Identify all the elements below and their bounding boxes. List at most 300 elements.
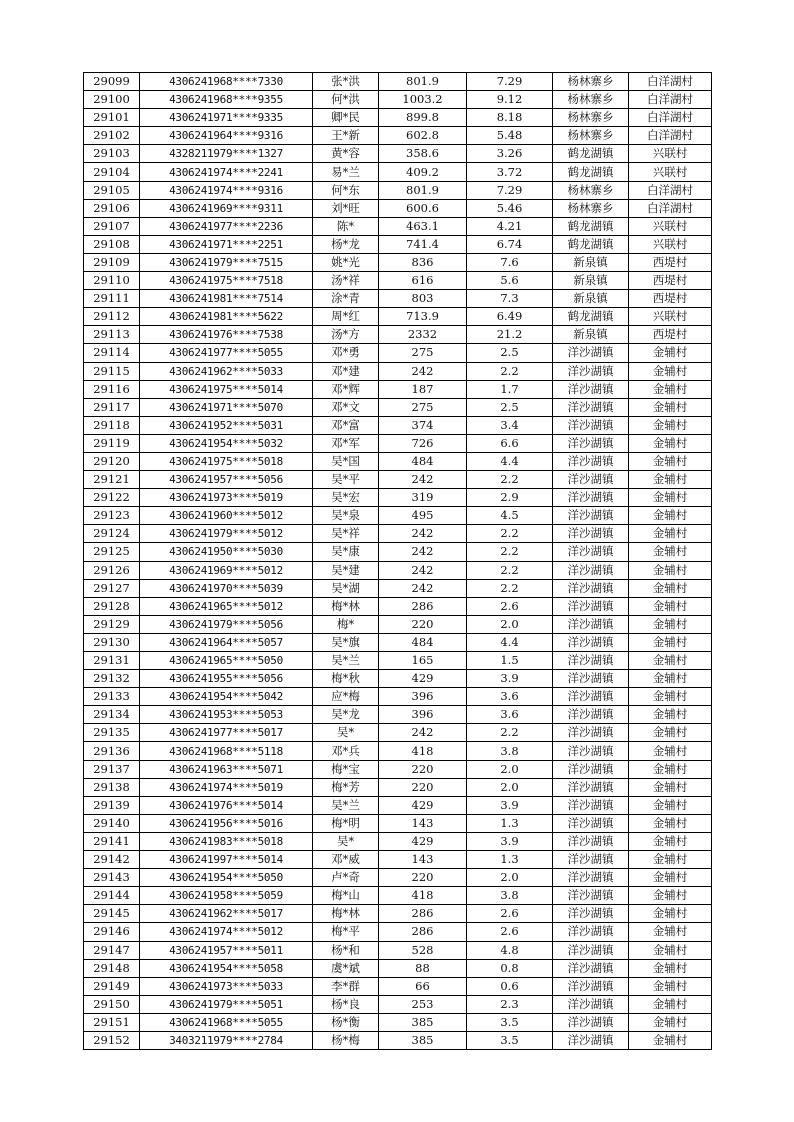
amount-cell: 66 [379,977,467,995]
village-cell: 金辅村 [629,597,712,615]
person-name-cell: 梅* [313,615,379,633]
row-number-cell: 29115 [84,362,140,380]
amount-cell: 286 [379,597,467,615]
person-name-cell: 邓*辉 [313,380,379,398]
quantity-cell: 7.29 [467,181,553,199]
person-name-cell: 姚*光 [313,253,379,271]
row-number-cell: 29110 [84,272,140,290]
table-row [84,91,712,109]
amount-cell: 418 [379,887,467,905]
table-body [84,73,712,1050]
id-number-cell: 4306241960****5012 [140,507,313,525]
table-row [84,1031,712,1049]
quantity-cell: 1.3 [467,851,553,869]
table-row [84,633,712,651]
table-row [84,362,712,380]
amount-cell: 187 [379,380,467,398]
person-name-cell: 卢*奇 [313,869,379,887]
amount-cell: 242 [379,525,467,543]
quantity-cell: 2.2 [467,579,553,597]
table-row [84,543,712,561]
table-row [84,127,712,145]
row-number-cell: 29114 [84,344,140,362]
village-cell: 金辅村 [629,344,712,362]
row-number-cell: 29099 [84,73,140,91]
table-row [84,652,712,670]
township-cell: 新泉镇 [553,253,629,271]
amount-cell: 600.6 [379,199,467,217]
village-cell: 金辅村 [629,416,712,434]
row-number-cell: 29135 [84,724,140,742]
table-row [84,525,712,543]
id-number-cell: 4306241970****5039 [140,579,313,597]
person-name-cell: 周*红 [313,308,379,326]
amount-cell: 165 [379,652,467,670]
row-number-cell: 29148 [84,959,140,977]
table-row [84,561,712,579]
village-cell: 金辅村 [629,941,712,959]
row-number-cell: 29101 [84,109,140,127]
township-cell: 洋沙湖镇 [553,688,629,706]
amount-cell: 899.8 [379,109,467,127]
quantity-cell: 4.4 [467,452,553,470]
id-number-cell: 4306241962****5017 [140,905,313,923]
person-name-cell: 吴*国 [313,452,379,470]
person-name-cell: 邓*建 [313,362,379,380]
township-cell: 洋沙湖镇 [553,1031,629,1049]
table-row [84,272,712,290]
quantity-cell: 2.2 [467,724,553,742]
township-cell: 洋沙湖镇 [553,814,629,832]
village-cell: 白洋湖村 [629,199,712,217]
township-cell: 洋沙湖镇 [553,941,629,959]
person-name-cell: 王*新 [313,127,379,145]
amount-cell: 396 [379,688,467,706]
id-number-cell: 4306241950****5030 [140,543,313,561]
id-number-cell: 4306241964****5057 [140,633,313,651]
amount-cell: 495 [379,507,467,525]
table-row [84,109,712,127]
quantity-cell: 2.2 [467,525,553,543]
township-cell: 洋沙湖镇 [553,579,629,597]
township-cell: 鹤龙湖镇 [553,217,629,235]
quantity-cell: 7.3 [467,290,553,308]
quantity-cell: 3.8 [467,887,553,905]
row-number-cell: 29117 [84,398,140,416]
township-cell: 鹤龙湖镇 [553,235,629,253]
person-name-cell: 梅*明 [313,814,379,832]
quantity-cell: 21.2 [467,326,553,344]
id-number-cell: 4306241969****9311 [140,199,313,217]
township-cell: 洋沙湖镇 [553,724,629,742]
row-number-cell: 29123 [84,507,140,525]
township-cell: 洋沙湖镇 [553,905,629,923]
quantity-cell: 3.4 [467,416,553,434]
person-name-cell: 吴*龙 [313,706,379,724]
village-cell: 金辅村 [629,742,712,760]
id-number-cell: 4306241964****9316 [140,127,313,145]
township-cell: 洋沙湖镇 [553,471,629,489]
quantity-cell: 3.5 [467,1031,553,1049]
quantity-cell: 5.6 [467,272,553,290]
village-cell: 金辅村 [629,923,712,941]
person-name-cell: 吴* [313,724,379,742]
table-row [84,959,712,977]
quantity-cell: 2.6 [467,923,553,941]
village-cell: 白洋湖村 [629,91,712,109]
village-cell: 金辅村 [629,652,712,670]
row-number-cell: 29151 [84,1013,140,1031]
township-cell: 洋沙湖镇 [553,832,629,850]
township-cell: 新泉镇 [553,290,629,308]
row-number-cell: 29141 [84,832,140,850]
township-cell: 洋沙湖镇 [553,507,629,525]
row-number-cell: 29105 [84,181,140,199]
village-cell: 金辅村 [629,561,712,579]
row-number-cell: 29112 [84,308,140,326]
township-cell: 洋沙湖镇 [553,615,629,633]
id-number-cell: 4306241981****7514 [140,290,313,308]
table-row [84,326,712,344]
table-row [84,941,712,959]
id-number-cell: 4306241971****5070 [140,398,313,416]
amount-cell: 253 [379,995,467,1013]
id-number-cell: 4306241973****5033 [140,977,313,995]
village-cell: 白洋湖村 [629,109,712,127]
quantity-cell: 4.4 [467,633,553,651]
township-cell: 鹤龙湖镇 [553,163,629,181]
village-cell: 兴联村 [629,145,712,163]
amount-cell: 374 [379,416,467,434]
quantity-cell: 5.46 [467,199,553,217]
quantity-cell: 5.48 [467,127,553,145]
row-number-cell: 29106 [84,199,140,217]
village-cell: 金辅村 [629,670,712,688]
amount-cell: 275 [379,398,467,416]
id-number-cell: 4306241953****5053 [140,706,313,724]
amount-cell: 803 [379,290,467,308]
township-cell: 杨林寨乡 [553,181,629,199]
village-cell: 金辅村 [629,905,712,923]
person-name-cell: 何*东 [313,181,379,199]
village-cell: 兴联村 [629,217,712,235]
table-row [84,760,712,778]
village-cell: 金辅村 [629,977,712,995]
township-cell: 洋沙湖镇 [553,597,629,615]
amount-cell: 220 [379,869,467,887]
table-row [84,181,712,199]
township-cell: 洋沙湖镇 [553,760,629,778]
township-cell: 洋沙湖镇 [553,796,629,814]
person-name-cell: 邓*文 [313,398,379,416]
table-row [84,73,712,91]
row-number-cell: 29132 [84,670,140,688]
amount-cell: 319 [379,489,467,507]
township-cell: 杨林寨乡 [553,127,629,145]
township-cell: 杨林寨乡 [553,109,629,127]
person-name-cell: 杨*良 [313,995,379,1013]
amount-cell: 528 [379,941,467,959]
person-name-cell: 涂*青 [313,290,379,308]
village-cell: 金辅村 [629,579,712,597]
person-name-cell: 吴*湖 [313,579,379,597]
quantity-cell: 2.3 [467,995,553,1013]
quantity-cell: 3.6 [467,688,553,706]
amount-cell: 2332 [379,326,467,344]
table-row [84,887,712,905]
township-cell: 鹤龙湖镇 [553,308,629,326]
township-cell: 洋沙湖镇 [553,851,629,869]
amount-cell: 429 [379,832,467,850]
id-number-cell: 4306241973****5019 [140,489,313,507]
quantity-cell: 3.6 [467,706,553,724]
row-number-cell: 29120 [84,452,140,470]
table-row [84,217,712,235]
person-name-cell: 梅*宝 [313,760,379,778]
id-number-cell: 3403211979****2784 [140,1031,313,1049]
row-number-cell: 29146 [84,923,140,941]
row-number-cell: 29136 [84,742,140,760]
row-number-cell: 29152 [84,1031,140,1049]
person-name-cell: 梅*林 [313,905,379,923]
quantity-cell: 2.0 [467,615,553,633]
table-row [84,308,712,326]
row-number-cell: 29124 [84,525,140,543]
township-cell: 洋沙湖镇 [553,670,629,688]
person-name-cell: 杨*和 [313,941,379,959]
person-name-cell: 黄*容 [313,145,379,163]
amount-cell: 726 [379,434,467,452]
amount-cell: 396 [379,706,467,724]
village-cell: 金辅村 [629,959,712,977]
table-row [84,905,712,923]
quantity-cell: 6.6 [467,434,553,452]
quantity-cell: 2.2 [467,471,553,489]
row-number-cell: 29111 [84,290,140,308]
quantity-cell: 3.9 [467,796,553,814]
person-name-cell: 陈* [313,217,379,235]
table-row [84,1013,712,1031]
row-number-cell: 29128 [84,597,140,615]
quantity-cell: 4.21 [467,217,553,235]
amount-cell: 242 [379,724,467,742]
village-cell: 白洋湖村 [629,181,712,199]
table-row [84,398,712,416]
amount-cell: 616 [379,272,467,290]
id-number-cell: 4306241975****7518 [140,272,313,290]
village-cell: 金辅村 [629,995,712,1013]
row-number-cell: 29142 [84,851,140,869]
quantity-cell: 8.18 [467,109,553,127]
amount-cell: 143 [379,814,467,832]
id-number-cell: 4306241954****5032 [140,434,313,452]
row-number-cell: 29107 [84,217,140,235]
person-name-cell: 梅*芳 [313,778,379,796]
table-row [84,416,712,434]
row-number-cell: 29104 [84,163,140,181]
person-name-cell: 何*洪 [313,91,379,109]
row-number-cell: 29130 [84,633,140,651]
table-row [84,670,712,688]
village-cell: 金辅村 [629,869,712,887]
quantity-cell: 0.8 [467,959,553,977]
quantity-cell: 9.12 [467,91,553,109]
village-cell: 金辅村 [629,380,712,398]
row-number-cell: 29125 [84,543,140,561]
id-number-cell: 4306241974****5019 [140,778,313,796]
township-cell: 洋沙湖镇 [553,398,629,416]
amount-cell: 242 [379,579,467,597]
amount-cell: 143 [379,851,467,869]
amount-cell: 385 [379,1013,467,1031]
table-row [84,796,712,814]
id-number-cell: 4306241974****9316 [140,181,313,199]
id-number-cell: 4306241979****5051 [140,995,313,1013]
id-number-cell: 4306241977****5017 [140,724,313,742]
row-number-cell: 29118 [84,416,140,434]
amount-cell: 88 [379,959,467,977]
quantity-cell: 4.5 [467,507,553,525]
quantity-cell: 7.6 [467,253,553,271]
quantity-cell: 3.5 [467,1013,553,1031]
person-name-cell: 吴*兰 [313,796,379,814]
village-cell: 金辅村 [629,362,712,380]
township-cell: 洋沙湖镇 [553,434,629,452]
amount-cell: 484 [379,633,467,651]
quantity-cell: 6.49 [467,308,553,326]
table-row [84,597,712,615]
row-number-cell: 29100 [84,91,140,109]
id-number-cell: 4306241965****5050 [140,652,313,670]
table-row [84,452,712,470]
id-number-cell: 4306241979****7515 [140,253,313,271]
village-cell: 金辅村 [629,471,712,489]
village-cell: 金辅村 [629,688,712,706]
amount-cell: 801.9 [379,73,467,91]
township-cell: 洋沙湖镇 [553,923,629,941]
person-name-cell: 张*洪 [313,73,379,91]
table-row [84,579,712,597]
table-row [84,253,712,271]
township-cell: 杨林寨乡 [553,73,629,91]
id-number-cell: 4306241979****5012 [140,525,313,543]
row-number-cell: 29138 [84,778,140,796]
quantity-cell: 2.6 [467,905,553,923]
person-name-cell: 杨*龙 [313,235,379,253]
amount-cell: 409.2 [379,163,467,181]
person-name-cell: 梅*林 [313,597,379,615]
id-number-cell: 4328211979****1327 [140,145,313,163]
person-name-cell: 邓*富 [313,416,379,434]
id-number-cell: 4306241956****5016 [140,814,313,832]
village-cell: 金辅村 [629,814,712,832]
township-cell: 杨林寨乡 [553,199,629,217]
township-cell: 新泉镇 [553,326,629,344]
id-number-cell: 4306241975****5018 [140,452,313,470]
village-cell: 金辅村 [629,760,712,778]
quantity-cell: 3.9 [467,832,553,850]
id-number-cell: 4306241965****5012 [140,597,313,615]
amount-cell: 1003.2 [379,91,467,109]
village-cell: 西堤村 [629,326,712,344]
amount-cell: 429 [379,796,467,814]
township-cell: 洋沙湖镇 [553,652,629,670]
village-cell: 金辅村 [629,724,712,742]
id-number-cell: 4306241954****5042 [140,688,313,706]
amount-cell: 484 [379,452,467,470]
id-number-cell: 4306241957****5056 [140,471,313,489]
id-number-cell: 4306241979****5056 [140,615,313,633]
township-cell: 洋沙湖镇 [553,561,629,579]
id-number-cell: 4306241957****5011 [140,941,313,959]
quantity-cell: 2.5 [467,344,553,362]
row-number-cell: 29145 [84,905,140,923]
village-cell: 金辅村 [629,489,712,507]
person-name-cell: 梅*秋 [313,670,379,688]
person-name-cell: 杨*梅 [313,1031,379,1049]
table-row [84,507,712,525]
amount-cell: 836 [379,253,467,271]
table-row [84,778,712,796]
row-number-cell: 29143 [84,869,140,887]
village-cell: 金辅村 [629,633,712,651]
township-cell: 洋沙湖镇 [553,706,629,724]
person-name-cell: 汤*祥 [313,272,379,290]
id-number-cell: 4306241952****5031 [140,416,313,434]
id-number-cell: 4306241977****5055 [140,344,313,362]
row-number-cell: 29109 [84,253,140,271]
table-row [84,814,712,832]
village-cell: 西堤村 [629,272,712,290]
amount-cell: 741.4 [379,235,467,253]
person-name-cell: 吴*建 [313,561,379,579]
township-cell: 洋沙湖镇 [553,489,629,507]
table-row [84,380,712,398]
id-number-cell: 4306241975****5014 [140,380,313,398]
village-cell: 白洋湖村 [629,127,712,145]
village-cell: 金辅村 [629,832,712,850]
person-name-cell: 杨*衡 [313,1013,379,1031]
village-cell: 金辅村 [629,615,712,633]
table-row [84,742,712,760]
quantity-cell: 7.29 [467,73,553,91]
table-row [84,434,712,452]
table-row [84,163,712,181]
table-row [84,344,712,362]
quantity-cell: 2.9 [467,489,553,507]
quantity-cell: 2.2 [467,362,553,380]
table-row [84,724,712,742]
person-name-cell: 刘*旺 [313,199,379,217]
row-number-cell: 29147 [84,941,140,959]
row-number-cell: 29140 [84,814,140,832]
township-cell: 杨林寨乡 [553,91,629,109]
township-cell: 洋沙湖镇 [553,995,629,1013]
person-name-cell: 吴*旗 [313,633,379,651]
quantity-cell: 1.7 [467,380,553,398]
village-cell: 金辅村 [629,851,712,869]
village-cell: 金辅村 [629,543,712,561]
person-name-cell: 吴*宏 [313,489,379,507]
quantity-cell: 3.8 [467,742,553,760]
township-cell: 鹤龙湖镇 [553,145,629,163]
amount-cell: 242 [379,561,467,579]
row-number-cell: 29126 [84,561,140,579]
row-number-cell: 29122 [84,489,140,507]
person-name-cell: 李*群 [313,977,379,995]
quantity-cell: 2.0 [467,869,553,887]
table-row [84,145,712,163]
